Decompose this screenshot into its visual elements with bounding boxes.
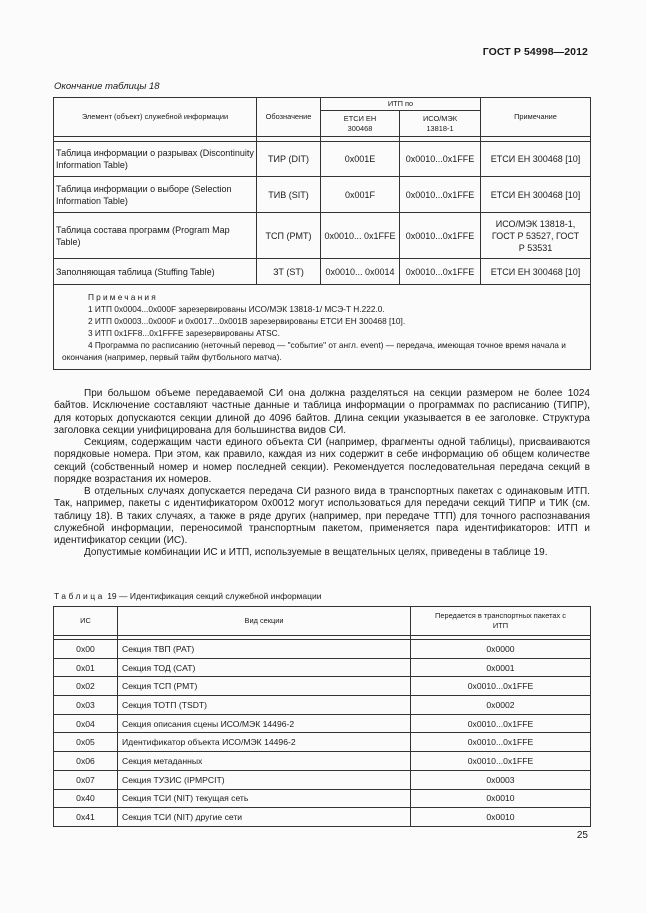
table19-caption-word: Таблица (54, 591, 105, 601)
t19-cell-kind: Секция ТСИ (NIT) другие сети (118, 808, 411, 827)
t19-cell-pid: 0x0010...0x1FFE (411, 677, 591, 696)
t19-cell-kind: Секция ТОД (CAT) (118, 658, 411, 677)
t18-cell-note: ЕТСИ ЕН 300468 [10] (481, 259, 591, 285)
note-item: 1 ИТП 0x0004...0x000F зарезервированы ИСО/МЭК 13818-1/ МСЭ-Т Н.222.0. (88, 304, 385, 314)
t18-cell-iso: 0x0010...0x1FFE (400, 213, 481, 259)
t18-cell-element: Заполняющая таблица (Stuffing Table) (54, 259, 257, 285)
table19-caption (54, 591, 322, 601)
table-row (54, 696, 591, 715)
t18-cell-note: ЕТСИ ЕН 300468 [10] (481, 142, 591, 177)
table19-caption-text: 19 — Идентификация секций служебной информации (107, 591, 322, 601)
t19-cell-pid: 0x0010...0x1FFE (411, 714, 591, 733)
t19-cell-id: 0x00 (54, 640, 118, 659)
t18-cell-element: Таблица информации о выборе (Selection Information Table) (54, 177, 257, 213)
table-row (54, 213, 591, 259)
table-row (54, 770, 591, 789)
t19-cell-pid: 0x0010...0x1FFE (411, 752, 591, 771)
t19-cell-pid: 0x0002 (411, 696, 591, 715)
t18-header-etsi: ЕТСИ ЕН 300468 (321, 111, 400, 137)
table-row (54, 677, 591, 696)
t19-cell-pid: 0x0010...0x1FFE (411, 733, 591, 752)
t19-cell-kind: Секция ТСИ (NIT) текущая сеть (118, 789, 411, 808)
t19-cell-kind: Секция ТУЗИС (IPMPCIT) (118, 770, 411, 789)
t19-cell-pid: 0x0003 (411, 770, 591, 789)
paragraph: Допустимые комбинации ИС и ИТП, используемые в вещательных целях, приведены в таблице 19. (84, 547, 548, 559)
note-item: 4 Программа по расписанию (неточный перевод — "событие" от англ. event) — передача, имеющая точное время начала и окончания (например, первый тайм футбольного матча). (62, 340, 566, 362)
table-row (54, 259, 591, 285)
t19-cell-pid: 0x0010 (411, 808, 591, 827)
t18-cell-etsi: 0x0010... 0x1FFE (321, 213, 400, 259)
paragraph: Секциям, содержащим части единого объекта СИ (например, фрагменты одной таблицы), присваиваются порядковые номера. При этом, как правило, каждая из них содержит в себе информацию об общем количестве секций (собственный номер и номер последней секции). Рекомендуется последовательная передача секций в порядке возрастания их номеров. (54, 437, 590, 485)
t19-cell-kind: Секция описания сцены ИСО/МЭК 14496-2 (118, 714, 411, 733)
t19-cell-id: 0x02 (54, 677, 118, 696)
table-row (54, 714, 591, 733)
t18-notes-row (54, 285, 591, 370)
standard-header: ГОСТ Р 54998—2012 (482, 46, 588, 58)
t19-cell-kind: Идентификатор объекта ИСО/МЭК 14496-2 (118, 733, 411, 752)
page-number: 25 (576, 830, 588, 841)
table-row (54, 658, 591, 677)
t18-cell-etsi: 0x001E (321, 142, 400, 177)
t19-cell-id: 0x01 (54, 658, 118, 677)
t18-cell-etsi: 0x0010... 0x0014 (321, 259, 400, 285)
t18-notes (54, 285, 591, 370)
t18-cell-designation: ТИР (DIT) (257, 142, 321, 177)
t19-header-kind: Вид секции (118, 607, 411, 636)
table-18 (53, 97, 591, 370)
note-item: 3 ИТП 0x1FF8...0x1FFFE зарезервированы ATSC. (88, 328, 280, 338)
t19-cell-id: 0x03 (54, 696, 118, 715)
table-row (54, 640, 591, 659)
t18-cell-iso: 0x0010...0x1FFE (400, 259, 481, 285)
t18-cell-iso: 0x0010...0x1FFE (400, 177, 481, 213)
paragraph: При большом объеме передаваемой СИ она должна разделяться на секции размером не более 1024 байтов. Исключение составляют частные данные и таблица информации о программах по расписанию (ТИПР), для которых допускаются секции длиной до 4096 байтов. Длина секции указывается в ее заголовке. Структура заголовка секции унифицирована для большинства видов СИ. (54, 388, 590, 436)
paragraph: В отдельных случаях допускается передача СИ разного вида в транспортных пакетах с одинаковым ИТП. Так, например, пакеты с идентификатором 0x0012 могут использоваться для передачи секций ТИПР и ТИК (см. таблицу 18). В таких случаях, а также в ряде других (например, при передаче ТТП) для точного распознавания служебной информации, переносимой транспортным пакетом, применяется пара идентификаторов: ИТП и идентификатор секции (ИС). (54, 486, 590, 546)
table-19 (53, 606, 591, 827)
t18-cell-etsi: 0x001F (321, 177, 400, 213)
t18-header-iso: ИСО/МЭК 13818-1 (400, 111, 481, 137)
t18-header-element: Элемент (объект) служебной информации (54, 98, 257, 137)
t18-cell-element: Таблица информации о разрывах (Discontinuity Information Table) (54, 142, 257, 177)
t19-header-pid: Передается в транспортных пакетах с ИТП (411, 607, 591, 636)
t19-cell-id: 0x06 (54, 752, 118, 771)
table-row (54, 177, 591, 213)
t18-cell-note: ЕТСИ ЕН 300468 [10] (481, 177, 591, 213)
t19-cell-kind: Секция ТВП (PAT) (118, 640, 411, 659)
t18-cell-iso: 0x0010...0x1FFE (400, 142, 481, 177)
t19-cell-id: 0x07 (54, 770, 118, 789)
table-row (54, 752, 591, 771)
t19-cell-kind: Секция метаданных (118, 752, 411, 771)
table-row (54, 733, 591, 752)
t19-cell-kind: Секция ТСП (PMT) (118, 677, 411, 696)
table-row (54, 808, 591, 827)
t19-cell-pid: 0x0001 (411, 658, 591, 677)
t19-cell-pid: 0x0000 (411, 640, 591, 659)
t18-cell-designation: ТИВ (SIT) (257, 177, 321, 213)
t18-cell-designation: ТСП (PMT) (257, 213, 321, 259)
t19-cell-id: 0x41 (54, 808, 118, 827)
body-text (54, 388, 590, 560)
t18-cell-element: Таблица состава программ (Program Map Table) (54, 213, 257, 259)
t19-cell-id: 0x40 (54, 789, 118, 808)
t19-cell-id: 0x04 (54, 714, 118, 733)
table-row (54, 142, 591, 177)
t18-header-designation: Обозначение (257, 98, 321, 137)
t18-header-note: Примечание (481, 98, 591, 137)
t18-cell-note: ИСО/МЭК 13818-1, ГОСТ Р 53527, ГОСТ Р 53531 (481, 213, 591, 259)
table18-continuation-caption: Окончание таблицы 18 (54, 81, 160, 92)
table-row (54, 789, 591, 808)
t19-cell-kind: Секция ТОТП (TSDT) (118, 696, 411, 715)
t19-header-id: ИС (54, 607, 118, 636)
note-item: 2 ИТП 0x0003...0x000F и 0x0017...0x001В зарезервированы ЕТСИ ЕН 300468 [10]. (88, 316, 406, 326)
t19-cell-id: 0x05 (54, 733, 118, 752)
t19-cell-pid: 0x0010 (411, 789, 591, 808)
t18-cell-designation: ЗТ (ST) (257, 259, 321, 285)
notes-title: Примечания (88, 292, 158, 302)
t18-header-pid: ИТП по (321, 98, 481, 111)
